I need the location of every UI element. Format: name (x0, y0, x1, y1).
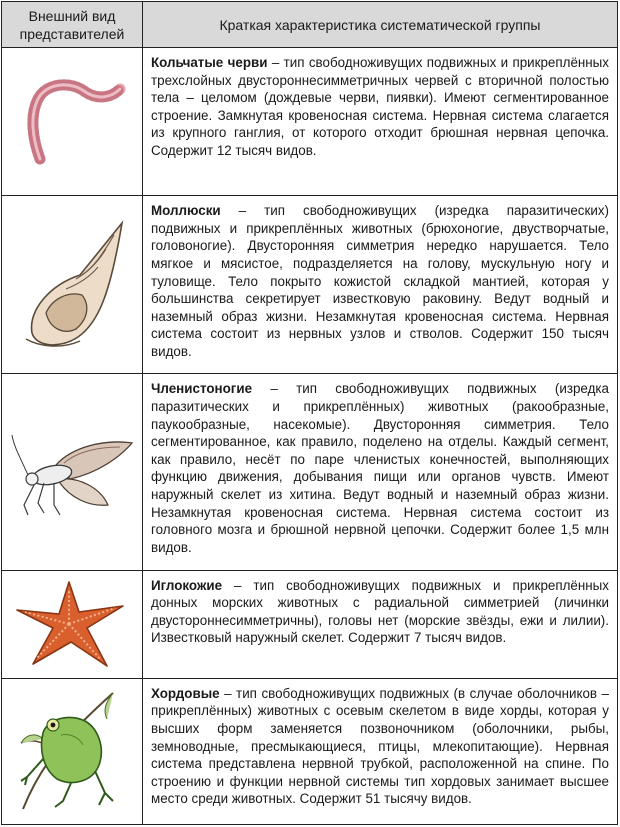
snail-shell-illustration (10, 215, 135, 355)
header-appearance (2, 2, 143, 48)
group-description: – тип свободноживущих подвижных (в случае оболочников – прикреплённых) животных с осевым скелетом в виде хорды, которая у высших форм заменяется позвоночником (оболочники, рыбы, земноводные, пресмыкающиеся, птицы, млекопитающие). Нервная система представлена нервной трубкой, расположенной на спине. По строению и функции нервной системы тип хордовых занимает высшее место среди животных. Содержит 51 тысячу видов. (151, 685, 609, 807)
group-description: – тип свободноживущих подвижных (изредка паразитических и прикреплённых) животных (ракообразные, паукообразные, насекомые). Двусторонняя симметрия. Тело сегментированное, как правило, поделено на отделы. Каждый сегмент, как правило, несёт по паре членистых конечностей, выполняющих функцию движения, добывания пищи или органов чувств. Имеют наружный скелет из хитина. Ведут водный и наземный образ жизни. Незамкнутая кровеносная система. Нервная система состоит из головного мозга и брюшной нервной цепочки. Содержит более 1,5 млн видов. (151, 381, 609, 555)
table-row (2, 678, 618, 824)
header-description: Краткая характеристика систематической группы (143, 2, 618, 48)
group-name: Иглокожие (151, 577, 223, 593)
header-row (2, 2, 618, 48)
table-row (2, 196, 618, 374)
classification-table (1, 1, 618, 825)
table-row (2, 48, 618, 196)
image-cell (2, 374, 143, 570)
group-description: – тип свободноживущих подвижных и прикреплённых донных морских животных с радиальной симметрией (личинки двустороннесимметричны), головы нет (морские звёзды, ежи и лилии). Известковый наружный скелет. Содержит 7 тысяч видов. (151, 577, 609, 646)
group-description: – тип свободноживущих подвижных и прикреплённых трехслойных двустороннесимметричных червей с вторичной полостью тела – целомом (дождевые черви, пиявки). Имеют сегментированное строение. Замкнутая кровеносная система. Нервная система слагается из крупного ганглия, от которого отходит брюшная нервная цепочка. Содержит 12 тысяч видов. (151, 55, 609, 159)
description-cell (143, 196, 618, 374)
group-name: Кольчатые черви (151, 55, 268, 71)
earthworm-illustration (12, 67, 132, 177)
moth-illustration (8, 417, 136, 527)
starfish-illustration (11, 576, 133, 672)
image-cell (2, 678, 143, 824)
group-description: – тип свободноживущих (изредка паразитических) подвижных и прикреплённых животных (брюхоногие, двустворчатые, головоногие). Двусторонняя симметрия нередко нарушается. Тело мягкое и мясистое, подразделяется на голову, мускульную ногу и туловище. Тело покрыто кожистой складкой мантией, которая у большинства секретирует известковую раковину. Ведут водный и наземный образ жизни. Незамкнутая кровеносная система. Нервная система состоит из нервных узлов и стволов. Содержит 150 тысяч видов. (151, 203, 609, 359)
image-cell (2, 48, 143, 196)
description-cell (143, 570, 618, 678)
description-cell (143, 678, 618, 824)
image-cell (2, 196, 143, 374)
group-name: Членистоногие (151, 381, 253, 397)
table-row (2, 570, 618, 678)
frog-illustration (13, 689, 131, 814)
group-name: Хордовые (151, 685, 220, 701)
table-row (2, 374, 618, 570)
description-cell (143, 374, 618, 570)
header-appearance-line1: Внешний вид (28, 7, 116, 24)
header-appearance-line2: представителей (19, 25, 125, 42)
image-cell (2, 570, 143, 678)
description-cell (143, 48, 618, 196)
group-name: Моллюски (151, 203, 221, 219)
